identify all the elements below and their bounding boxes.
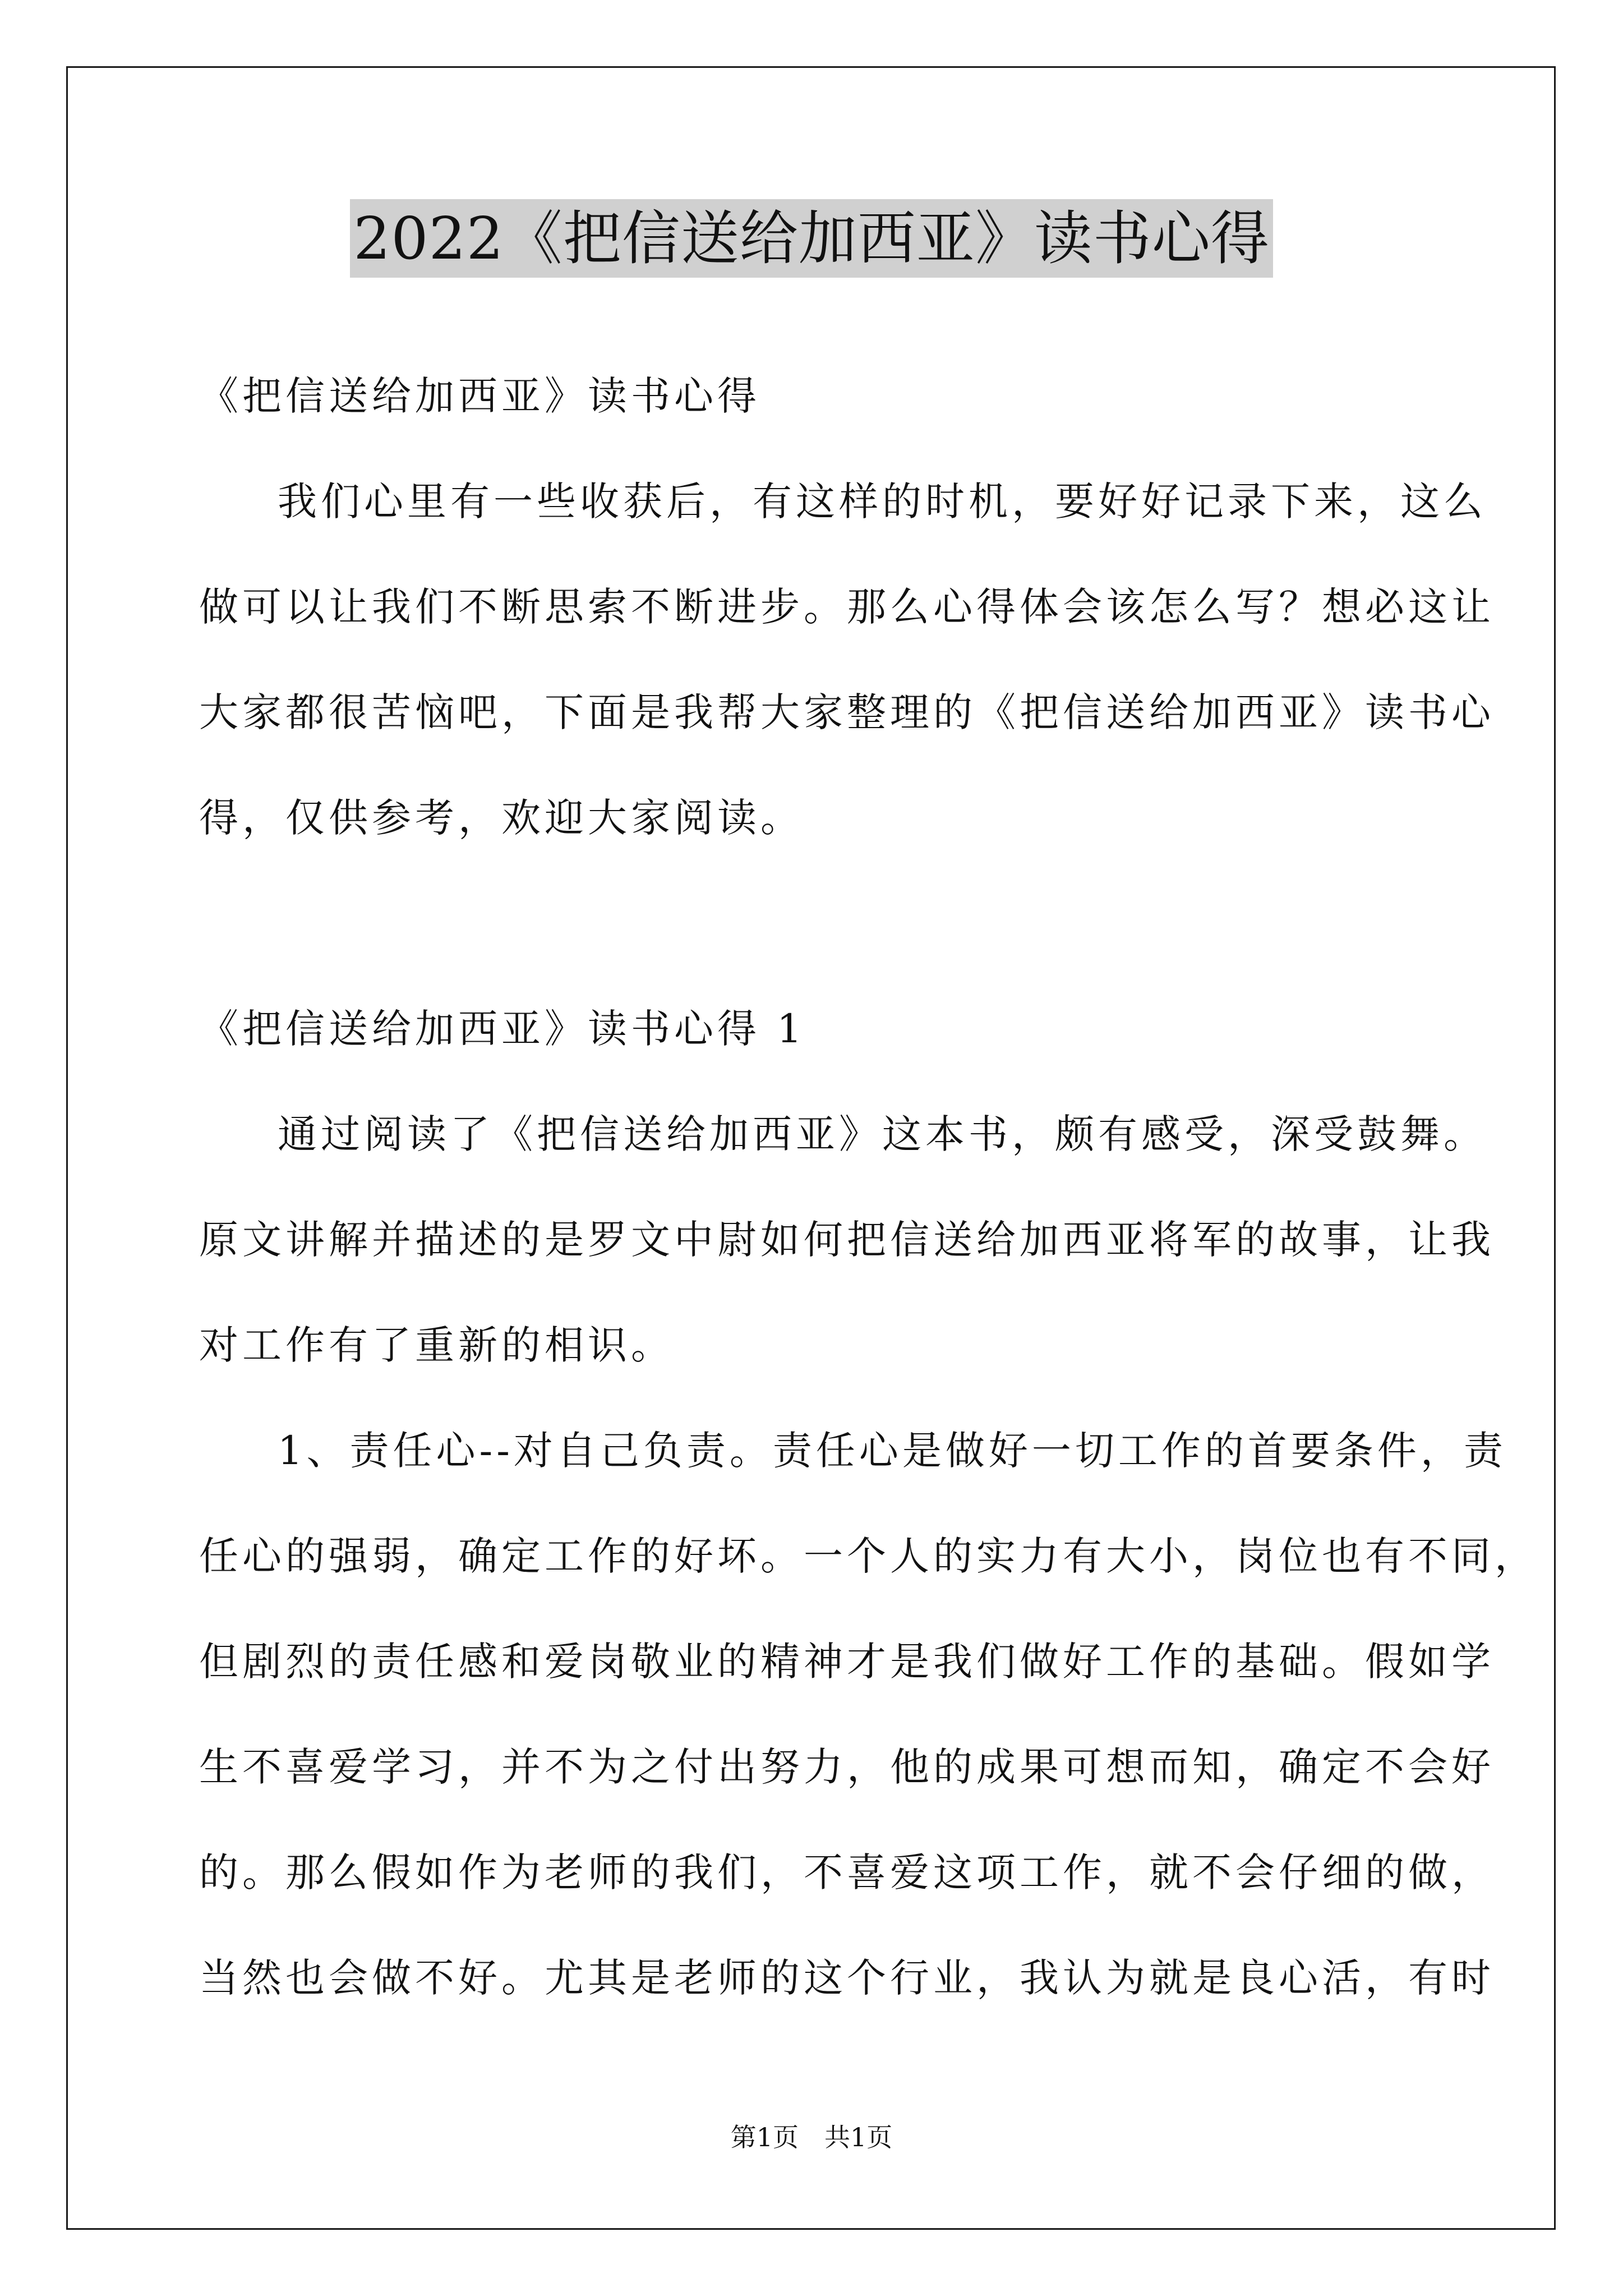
section-heading: 《把信送给加西亚》读书心得 <box>199 373 760 419</box>
blank-line <box>199 871 1433 976</box>
paragraph-line: 的。那么假如作为老师的我们，不喜爱这项工作，就不会仔细的做， <box>199 1849 1495 1895</box>
page-footer: 第1页 共1页 <box>730 2122 893 2152</box>
document-title: 2022《把信送给加西亚》读书心得 <box>350 199 1273 278</box>
paragraph-line: 我们心里有一些收获后，有这样的时机，要好好记录下来，这么 <box>278 478 1487 524</box>
document-body <box>199 343 1538 2031</box>
paragraph-line: 生不喜爱学习，并不为之付出努力，他的成果可想而知，确定不会好 <box>199 1744 1495 1790</box>
paragraph-line: 当然也会做不好。尤其是老师的这个行业，我认为就是良心活，有时 <box>199 1955 1495 2001</box>
paragraph-line: 得，仅供参考，欢迎大家阅读。 <box>199 795 804 841</box>
paragraph-line: 任心的强弱，确定工作的好坏。一个人的实力有大小，岗位也有不同， <box>199 1533 1538 1579</box>
section-heading: 《把信送给加西亚》读书心得 1 <box>199 1006 806 1052</box>
paragraph-line: 但剧烈的责任感和爱岗敬业的精神才是我们做好工作的基础。假如学 <box>199 1639 1495 1685</box>
paragraph-line: 做可以让我们不断思索不断进步。那么心得体会该怎么写？想必这让 <box>199 584 1495 630</box>
paragraph-line: 大家都很苦恼吧，下面是我帮大家整理的《把信送给加西亚》读书心 <box>199 689 1495 735</box>
title-container <box>0 199 1623 278</box>
paragraph-line: 1、责任心--对自己负责。责任心是做好一切工作的首要条件，责 <box>278 1428 1507 1474</box>
paragraph-line: 通过阅读了《把信送给加西亚》这本书，颇有感受，深受鼓舞。 <box>278 1111 1487 1157</box>
paragraph-line: 原文讲解并描述的是罗文中尉如何把信送给加西亚将军的故事，让我 <box>199 1217 1495 1263</box>
paragraph-line: 对工作有了重新的相识。 <box>199 1322 674 1368</box>
